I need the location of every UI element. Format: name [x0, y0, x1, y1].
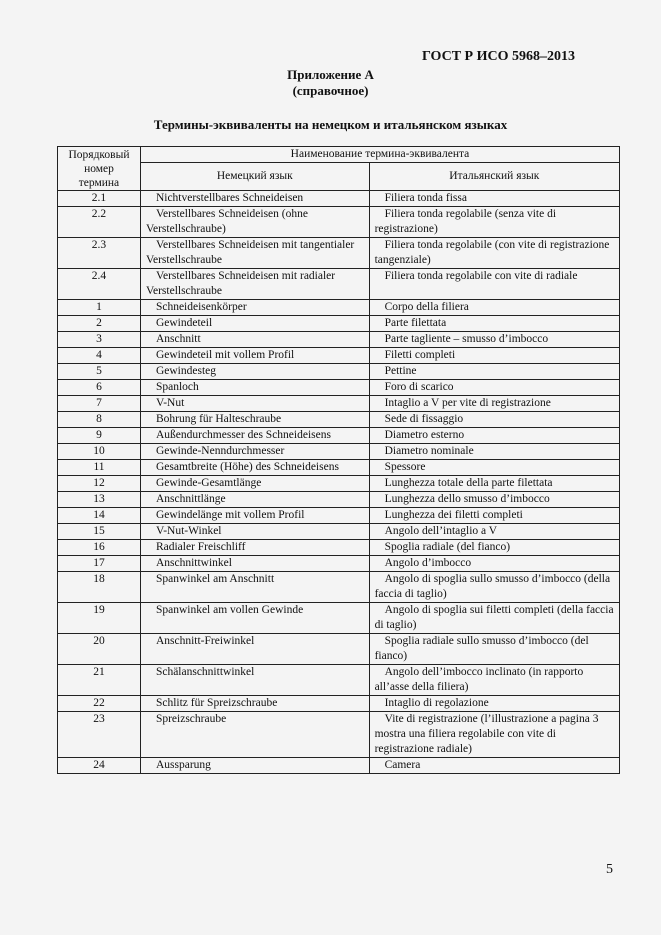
italian-term: Intaglio di regolazione [369, 696, 619, 712]
row-number: 23 [58, 712, 141, 758]
appendix-title: Приложение А [287, 67, 374, 82]
appendix-heading [0, 67, 661, 99]
italian-term: Lunghezza dei filetti completi [369, 508, 619, 524]
table-row [58, 269, 620, 300]
italian-term: Filiera tonda regolabile con vite di radiale [369, 269, 619, 300]
italian-term: Pettine [369, 364, 619, 380]
table-row [58, 207, 620, 238]
italian-term: Vite di registrazione (l’illustrazione a pagina 3 mostra una filiera regolabile con vite di registrazione radiale) [369, 712, 619, 758]
italian-term: Angolo dell’intaglio a V [369, 524, 619, 540]
italian-term: Angolo di spoglia sullo smusso d’imbocco (della faccia di taglio) [369, 572, 619, 603]
table-title: Термины-эквиваленты на немецком и итальянском языках [153, 117, 508, 132]
table-row [58, 556, 620, 572]
german-term: Anschnitt-Freiwinkel [140, 634, 369, 665]
german-term: Spanwinkel am Anschnitt [140, 572, 369, 603]
table-body [58, 191, 620, 774]
row-number: 16 [58, 540, 141, 556]
row-number: 10 [58, 444, 141, 460]
german-term: Verstellbares Schneideisen mit tangentialer Verstellschraube [140, 238, 369, 269]
german-term: Außendurchmesser des Schneideisens [140, 428, 369, 444]
german-term: Schälanschnittwinkel [140, 665, 369, 696]
page-number: 5 [606, 862, 613, 877]
table-row [58, 460, 620, 476]
german-term: Gewindeteil mit vollem Profil [140, 348, 369, 364]
italian-term: Filiera tonda regolabile (senza vite di registrazione) [369, 207, 619, 238]
italian-term: Sede di fissaggio [369, 412, 619, 428]
table-row [58, 758, 620, 774]
table-row [58, 712, 620, 758]
german-term: Gewinde-Gesamtlänge [140, 476, 369, 492]
row-number: 12 [58, 476, 141, 492]
row-number: 3 [58, 332, 141, 348]
row-number: 2.3 [58, 238, 141, 269]
german-term: Gewindeteil [140, 316, 369, 332]
row-number: 13 [58, 492, 141, 508]
german-term: V-Nut-Winkel [140, 524, 369, 540]
row-number: 17 [58, 556, 141, 572]
german-term: Bohrung für Halteschraube [140, 412, 369, 428]
row-number: 9 [58, 428, 141, 444]
table-row [58, 412, 620, 428]
table-row [58, 476, 620, 492]
table-row [58, 634, 620, 665]
row-number: 18 [58, 572, 141, 603]
table-row [58, 332, 620, 348]
german-term: Spanloch [140, 380, 369, 396]
table-row [58, 364, 620, 380]
table-row [58, 238, 620, 269]
standard-designation: ГОСТ Р ИСО 5968–2013 [421, 49, 575, 64]
italian-term: Parte filettata [369, 316, 619, 332]
german-term: Nichtverstellbares Schneideisen [140, 191, 369, 207]
german-term: Anschnitt [140, 332, 369, 348]
italian-term: Foro di scarico [369, 380, 619, 396]
row-number: 2.4 [58, 269, 141, 300]
italian-term: Intaglio a V per vite di registrazione [369, 396, 619, 412]
table-row [58, 191, 620, 207]
italian-term: Filiera tonda fissa [369, 191, 619, 207]
italian-term: Angolo dell’imbocco inclinato (in rapporto all’asse della filiera) [369, 665, 619, 696]
row-number: 1 [58, 300, 141, 316]
appendix-subtitle: (справочное) [292, 83, 369, 98]
german-term: Schneideisenkörper [140, 300, 369, 316]
row-number: 19 [58, 603, 141, 634]
column-header-german: Немецкий язык [140, 163, 369, 191]
terms-table [57, 146, 620, 774]
german-term: Gewinde-Nenndurchmesser [140, 444, 369, 460]
row-number: 6 [58, 380, 141, 396]
table-row [58, 348, 620, 364]
table-row [58, 508, 620, 524]
german-term: Radialer Freischliff [140, 540, 369, 556]
italian-term: Diametro esterno [369, 428, 619, 444]
german-term: V-Nut [140, 396, 369, 412]
italian-term: Parte tagliente – smusso d’imbocco [369, 332, 619, 348]
table-row [58, 696, 620, 712]
table-row [58, 572, 620, 603]
german-term: Schlitz für Spreizschraube [140, 696, 369, 712]
german-term: Spreizschraube [140, 712, 369, 758]
row-number: 22 [58, 696, 141, 712]
row-number: 14 [58, 508, 141, 524]
row-number: 8 [58, 412, 141, 428]
row-number: 4 [58, 348, 141, 364]
row-number: 2.1 [58, 191, 141, 207]
column-header-italian: Итальянский язык [369, 163, 619, 191]
german-term: Spanwinkel am vollen Gewinde [140, 603, 369, 634]
german-term: Anschnittwinkel [140, 556, 369, 572]
row-number: 24 [58, 758, 141, 774]
italian-term: Angolo d’imbocco [369, 556, 619, 572]
italian-term: Lunghezza totale della parte filettata [369, 476, 619, 492]
column-header-number: Порядковый номер термина [58, 147, 141, 191]
table-row [58, 524, 620, 540]
german-term: Anschnittlänge [140, 492, 369, 508]
column-group-header: Наименование термина-эквивалента [140, 147, 619, 163]
german-term: Gewindelänge mit vollem Profil [140, 508, 369, 524]
german-term: Verstellbares Schneideisen (ohne Verstellschraube) [140, 207, 369, 238]
table-row [58, 380, 620, 396]
german-term: Verstellbares Schneideisen mit radialer Verstellschraube [140, 269, 369, 300]
italian-term: Spessore [369, 460, 619, 476]
row-number: 21 [58, 665, 141, 696]
row-number: 5 [58, 364, 141, 380]
table-row [58, 300, 620, 316]
italian-term: Diametro nominale [369, 444, 619, 460]
row-number: 2 [58, 316, 141, 332]
table-row [58, 316, 620, 332]
table-row [58, 428, 620, 444]
table-row [58, 665, 620, 696]
row-number: 20 [58, 634, 141, 665]
row-number: 2.2 [58, 207, 141, 238]
german-term: Aussparung [140, 758, 369, 774]
italian-term: Camera [369, 758, 619, 774]
italian-term: Spoglia radiale sullo smusso d’imbocco (del fianco) [369, 634, 619, 665]
table-row [58, 603, 620, 634]
row-number: 15 [58, 524, 141, 540]
row-number: 11 [58, 460, 141, 476]
italian-term: Angolo di spoglia sui filetti completi (della faccia di taglio) [369, 603, 619, 634]
italian-term: Lunghezza dello smusso d’imbocco [369, 492, 619, 508]
italian-term: Filiera tonda regolabile (con vite di registrazione tangenziale) [369, 238, 619, 269]
table-row [58, 492, 620, 508]
italian-term: Filetti completi [369, 348, 619, 364]
italian-term: Spoglia radiale (del fianco) [369, 540, 619, 556]
row-number: 7 [58, 396, 141, 412]
german-term: Gesamtbreite (Höhe) des Schneideisens [140, 460, 369, 476]
table-row [58, 396, 620, 412]
german-term: Gewindesteg [140, 364, 369, 380]
table-row [58, 540, 620, 556]
table-row [58, 444, 620, 460]
italian-term: Corpo della filiera [369, 300, 619, 316]
